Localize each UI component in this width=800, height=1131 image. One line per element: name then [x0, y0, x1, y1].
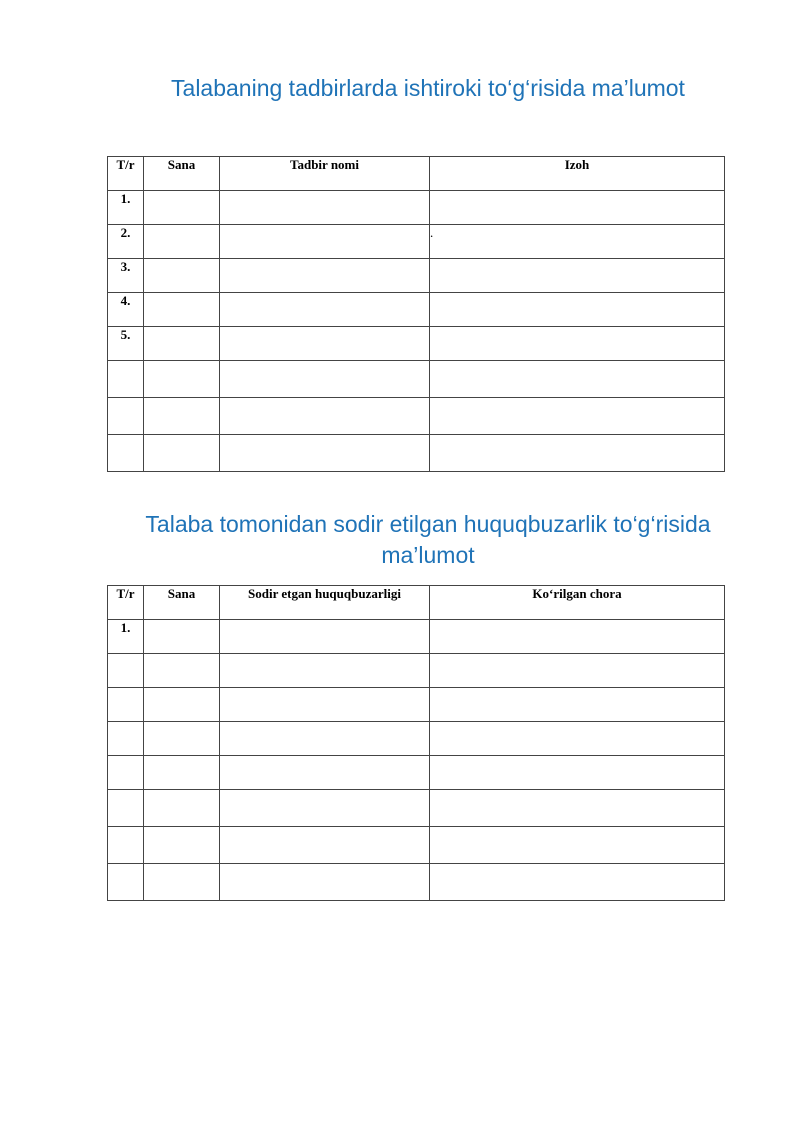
event-name-cell [220, 435, 430, 472]
table-row [108, 790, 725, 827]
note-cell [430, 293, 725, 327]
offense-cell [220, 790, 430, 827]
measure-cell [430, 827, 725, 864]
measure-cell [430, 722, 725, 756]
note-cell [430, 398, 725, 435]
row-number: 3. [108, 259, 144, 293]
row-number [108, 435, 144, 472]
note-cell: . [430, 225, 725, 259]
event-name-cell [220, 398, 430, 435]
row-number [108, 361, 144, 398]
row-number [108, 398, 144, 435]
date-cell [144, 293, 220, 327]
note-cell [430, 435, 725, 472]
date-cell [144, 827, 220, 864]
date-cell [144, 620, 220, 654]
event-name-cell [220, 327, 430, 361]
table-row [108, 327, 725, 361]
event-name-cell [220, 191, 430, 225]
table-row [108, 435, 725, 472]
events-section-title: Talabaning tadbirlarda ishtiroki to‘g‘risida ma’lumot [171, 75, 685, 101]
offense-cell [220, 756, 430, 790]
row-number: 5. [108, 327, 144, 361]
table-row [108, 722, 725, 756]
events-table [107, 156, 725, 472]
offense-section-title: Talaba tomonidan sodir etilgan huquqbuzarlik to‘g‘risida ma’lumot [145, 511, 711, 568]
note-cell [430, 361, 725, 398]
row-number: 1. [108, 620, 144, 654]
header-tr: T/r [108, 157, 144, 191]
row-number: 4. [108, 293, 144, 327]
date-cell [144, 259, 220, 293]
table-row [108, 361, 725, 398]
row-number [108, 864, 144, 901]
table-row [108, 654, 725, 688]
row-number [108, 827, 144, 864]
date-cell [144, 327, 220, 361]
table-row [108, 620, 725, 654]
table-row [108, 398, 725, 435]
row-number [108, 654, 144, 688]
offense-cell [220, 864, 430, 901]
offense-cell [220, 654, 430, 688]
table-row [108, 756, 725, 790]
table-row [108, 225, 725, 259]
row-number: 1. [108, 191, 144, 225]
table-row [108, 827, 725, 864]
measure-cell [430, 790, 725, 827]
date-cell [144, 688, 220, 722]
date-cell [144, 722, 220, 756]
table-row [108, 293, 725, 327]
row-number [108, 722, 144, 756]
table-row [108, 688, 725, 722]
header-date: Sana [144, 586, 220, 620]
table-header-row [108, 586, 725, 620]
measure-cell [430, 864, 725, 901]
measure-cell [430, 620, 725, 654]
table-row [108, 864, 725, 901]
offense-cell [220, 688, 430, 722]
offense-cell [220, 620, 430, 654]
date-cell [144, 361, 220, 398]
date-cell [144, 191, 220, 225]
measure-cell [430, 688, 725, 722]
row-number [108, 756, 144, 790]
measure-cell [430, 756, 725, 790]
date-cell [144, 225, 220, 259]
date-cell [144, 398, 220, 435]
header-note: Izoh [430, 157, 725, 191]
note-cell [430, 259, 725, 293]
row-number: 2. [108, 225, 144, 259]
event-name-cell [220, 259, 430, 293]
date-cell [144, 756, 220, 790]
note-cell [430, 191, 725, 225]
row-number [108, 790, 144, 827]
header-date: Sana [144, 157, 220, 191]
date-cell [144, 790, 220, 827]
date-cell [144, 435, 220, 472]
event-name-cell [220, 361, 430, 398]
offense-cell [220, 722, 430, 756]
note-cell [430, 327, 725, 361]
header-measure-taken: Ko‘rilgan chora [430, 586, 725, 620]
measure-cell [430, 654, 725, 688]
date-cell [144, 654, 220, 688]
event-name-cell [220, 293, 430, 327]
table-row [108, 191, 725, 225]
offense-table [107, 585, 725, 901]
row-number [108, 688, 144, 722]
table-header-row [108, 157, 725, 191]
header-event-name: Tadbir nomi [220, 157, 430, 191]
table-row [108, 259, 725, 293]
header-tr: T/r [108, 586, 144, 620]
offense-cell [220, 827, 430, 864]
event-name-cell [220, 225, 430, 259]
header-offense: Sodir etgan huquqbuzarligi [220, 586, 430, 620]
date-cell [144, 864, 220, 901]
